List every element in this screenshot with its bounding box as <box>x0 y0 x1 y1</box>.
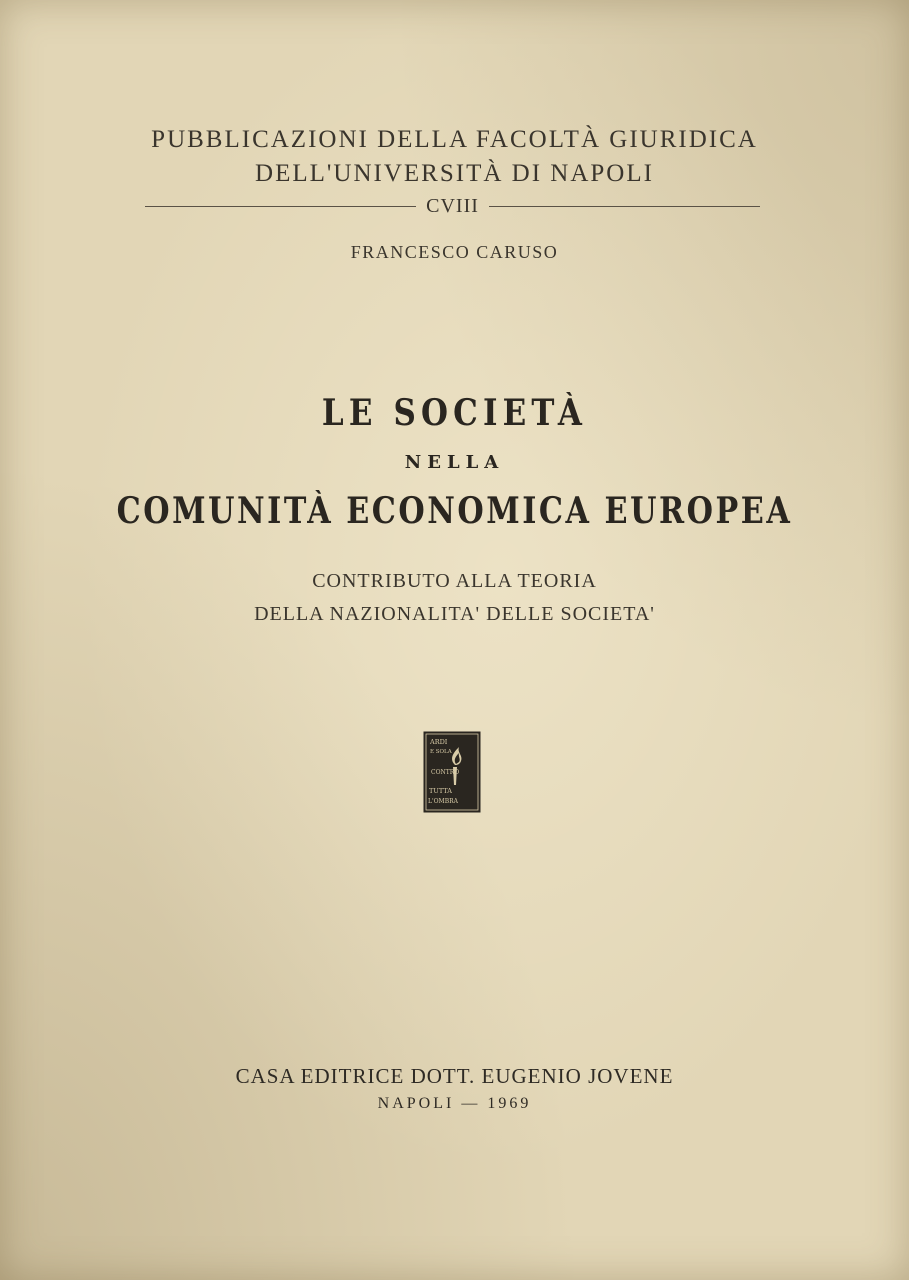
author-name: FRANCESCO CARUSO <box>350 242 559 262</box>
emblem-motto-1: ARDI <box>430 738 448 746</box>
series-line-1: PUBBLICAZIONI DELLA FACOLTÀ GIURIDICA <box>151 126 758 153</box>
title-line-3: COMUNITÀ ECONOMICA EUROPEA <box>116 490 793 532</box>
emblem-motto-5: L'OMBRA <box>428 798 458 805</box>
emblem-motto-4: TUTTA <box>429 787 452 795</box>
emblem-motto-2: E SOLA <box>430 749 452 755</box>
title-line-2: NELLA <box>404 452 505 473</box>
publisher-name: CASA EDITRICE DOTT. EUGENIO JOVENE <box>235 1064 674 1088</box>
series-line-2: DELL'UNIVERSITÀ DI NAPOLI <box>255 160 654 187</box>
subtitle-line-2: DELLA NAZIONALITA' DELLE SOCIETA' <box>254 603 655 625</box>
title-line-1: LE SOCIETÀ <box>321 392 588 434</box>
series-number-rule <box>145 194 760 218</box>
series-number: CVIII <box>426 194 479 217</box>
rule-left <box>145 206 416 207</box>
emblem-motto-3: CONTRO <box>431 769 460 776</box>
rule-right <box>489 206 760 207</box>
subtitle-line-1: CONTRIBUTO ALLA TEORIA <box>312 570 597 592</box>
publisher-emblem-torch-icon <box>423 731 481 813</box>
publisher-place-year: NAPOLI — 1969 <box>377 1095 532 1112</box>
